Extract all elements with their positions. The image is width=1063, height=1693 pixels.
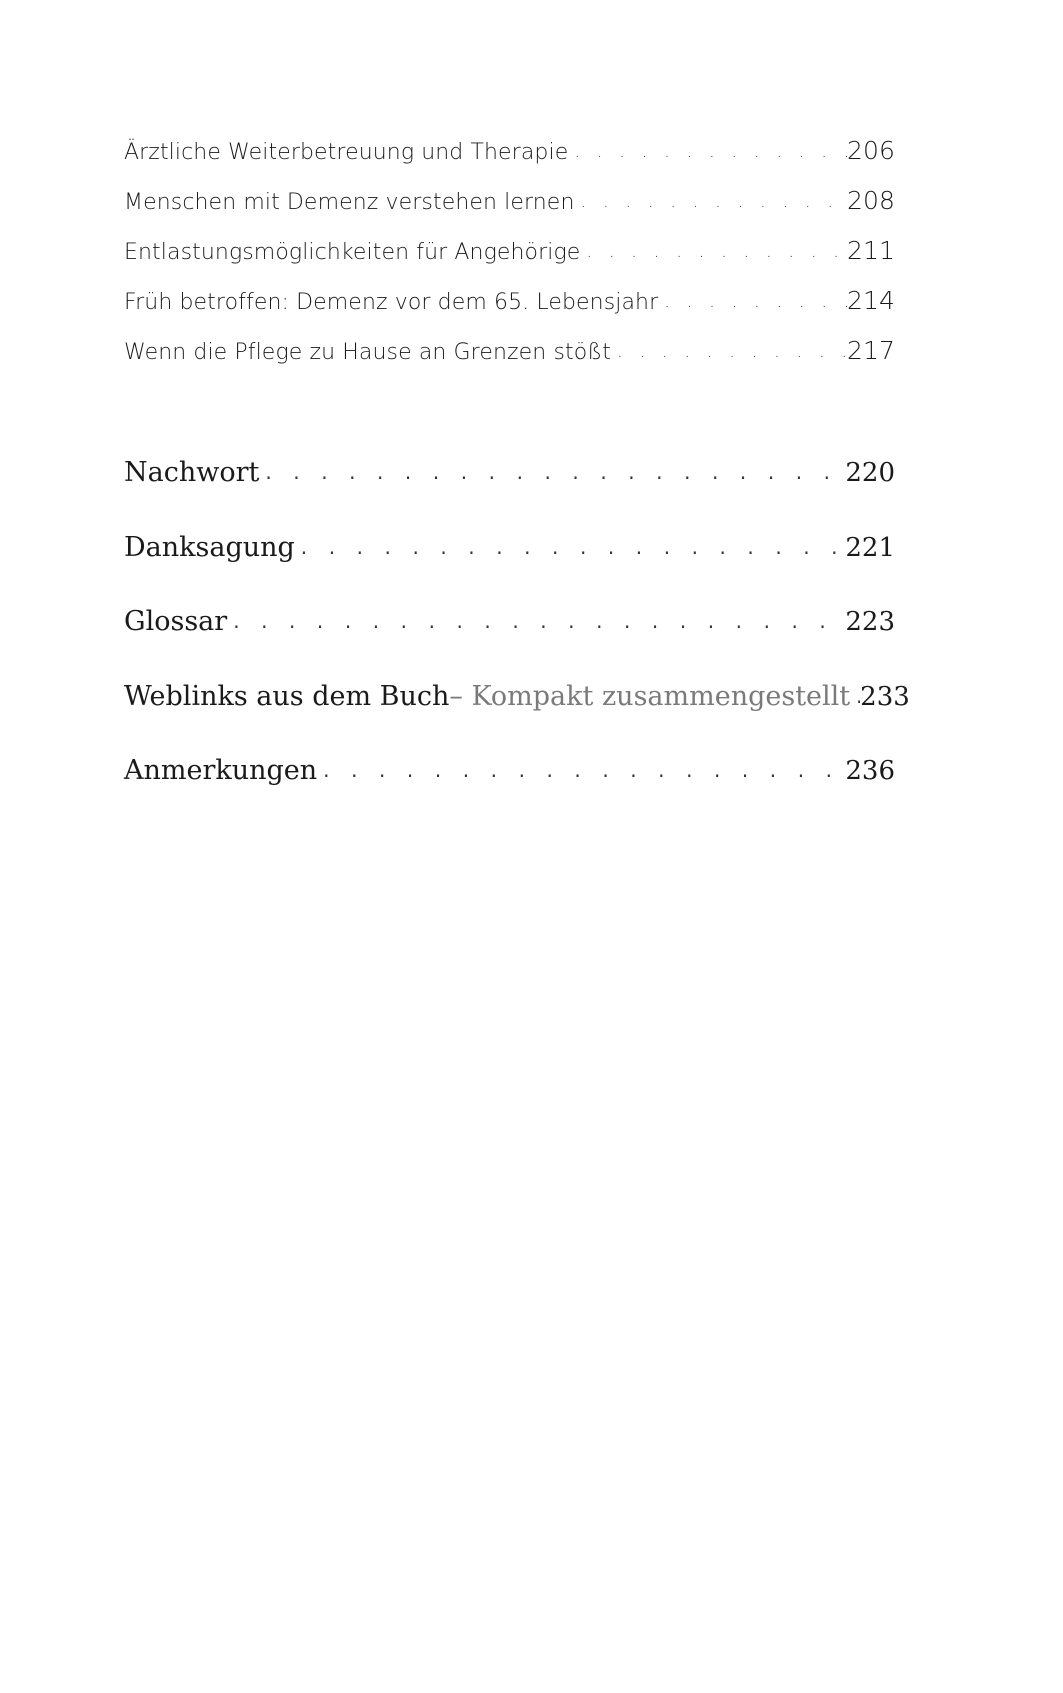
toc-page-number: 217 xyxy=(846,336,895,365)
toc-chapter-title: Danksagung xyxy=(124,531,295,563)
toc-page-number: 221 xyxy=(845,532,895,563)
toc-page-number: 236 xyxy=(845,756,895,786)
toc-entry[interactable] xyxy=(124,286,895,336)
toc-chapter-title: Weblinks aus dem Buch xyxy=(124,680,450,712)
toc-chapter-title: Nachwort xyxy=(124,457,260,488)
toc-dot-leader xyxy=(227,604,845,635)
toc-entry-title: Früh betroffen: Demenz vor dem 65. Lebensjahr xyxy=(124,290,659,315)
toc-dot-leader xyxy=(259,455,845,486)
toc-dot-leader xyxy=(568,138,847,163)
toc-entry[interactable] xyxy=(124,136,895,186)
toc-page-number: 208 xyxy=(846,186,895,215)
toc-chapter-entry[interactable] xyxy=(124,606,895,681)
toc-subsection-list xyxy=(124,136,895,386)
toc-chapter-subtitle: – Kompakt zusammengestellt xyxy=(449,680,851,712)
toc-dot-leader xyxy=(295,530,846,561)
toc-chapter-list xyxy=(124,457,910,830)
toc-chapter-title: Glossar xyxy=(124,606,228,637)
toc-dot-leader xyxy=(580,238,847,263)
toc-page-number: 206 xyxy=(846,136,895,165)
toc-page-number: 233 xyxy=(860,681,910,712)
toc-chapter-entry[interactable] xyxy=(124,680,910,756)
toc-chapter-entry[interactable] xyxy=(124,457,895,532)
toc-chapter-entry[interactable] xyxy=(124,532,895,607)
toc-dot-leader xyxy=(317,753,845,784)
toc-entry-title: Entlastungsmöglichkeiten für Angehörige xyxy=(124,240,581,265)
toc-entry-title: Wenn die Pflege zu Hause an Grenzen stößt xyxy=(124,340,611,365)
toc-entry-title: Menschen mit Demenz verstehen lernen xyxy=(124,190,575,215)
toc-dot-leader xyxy=(575,188,847,213)
toc-dot-leader xyxy=(850,679,860,710)
toc-page-number: 214 xyxy=(846,286,895,315)
toc-entry-title: Ärztliche Weiterbetreuung und Therapie xyxy=(124,140,569,165)
toc-chapter-title: Anmerkungen xyxy=(124,755,318,786)
toc-chapter-entry[interactable] xyxy=(124,755,895,830)
toc-entry[interactable] xyxy=(124,186,895,236)
toc-entry[interactable] xyxy=(124,336,895,386)
toc-dot-leader xyxy=(658,288,847,313)
toc-page-number: 220 xyxy=(845,458,895,488)
toc-entry[interactable] xyxy=(124,236,895,286)
toc-dot-leader xyxy=(611,338,847,363)
toc-page-number: 211 xyxy=(846,236,895,265)
toc-page-number: 223 xyxy=(845,607,895,637)
